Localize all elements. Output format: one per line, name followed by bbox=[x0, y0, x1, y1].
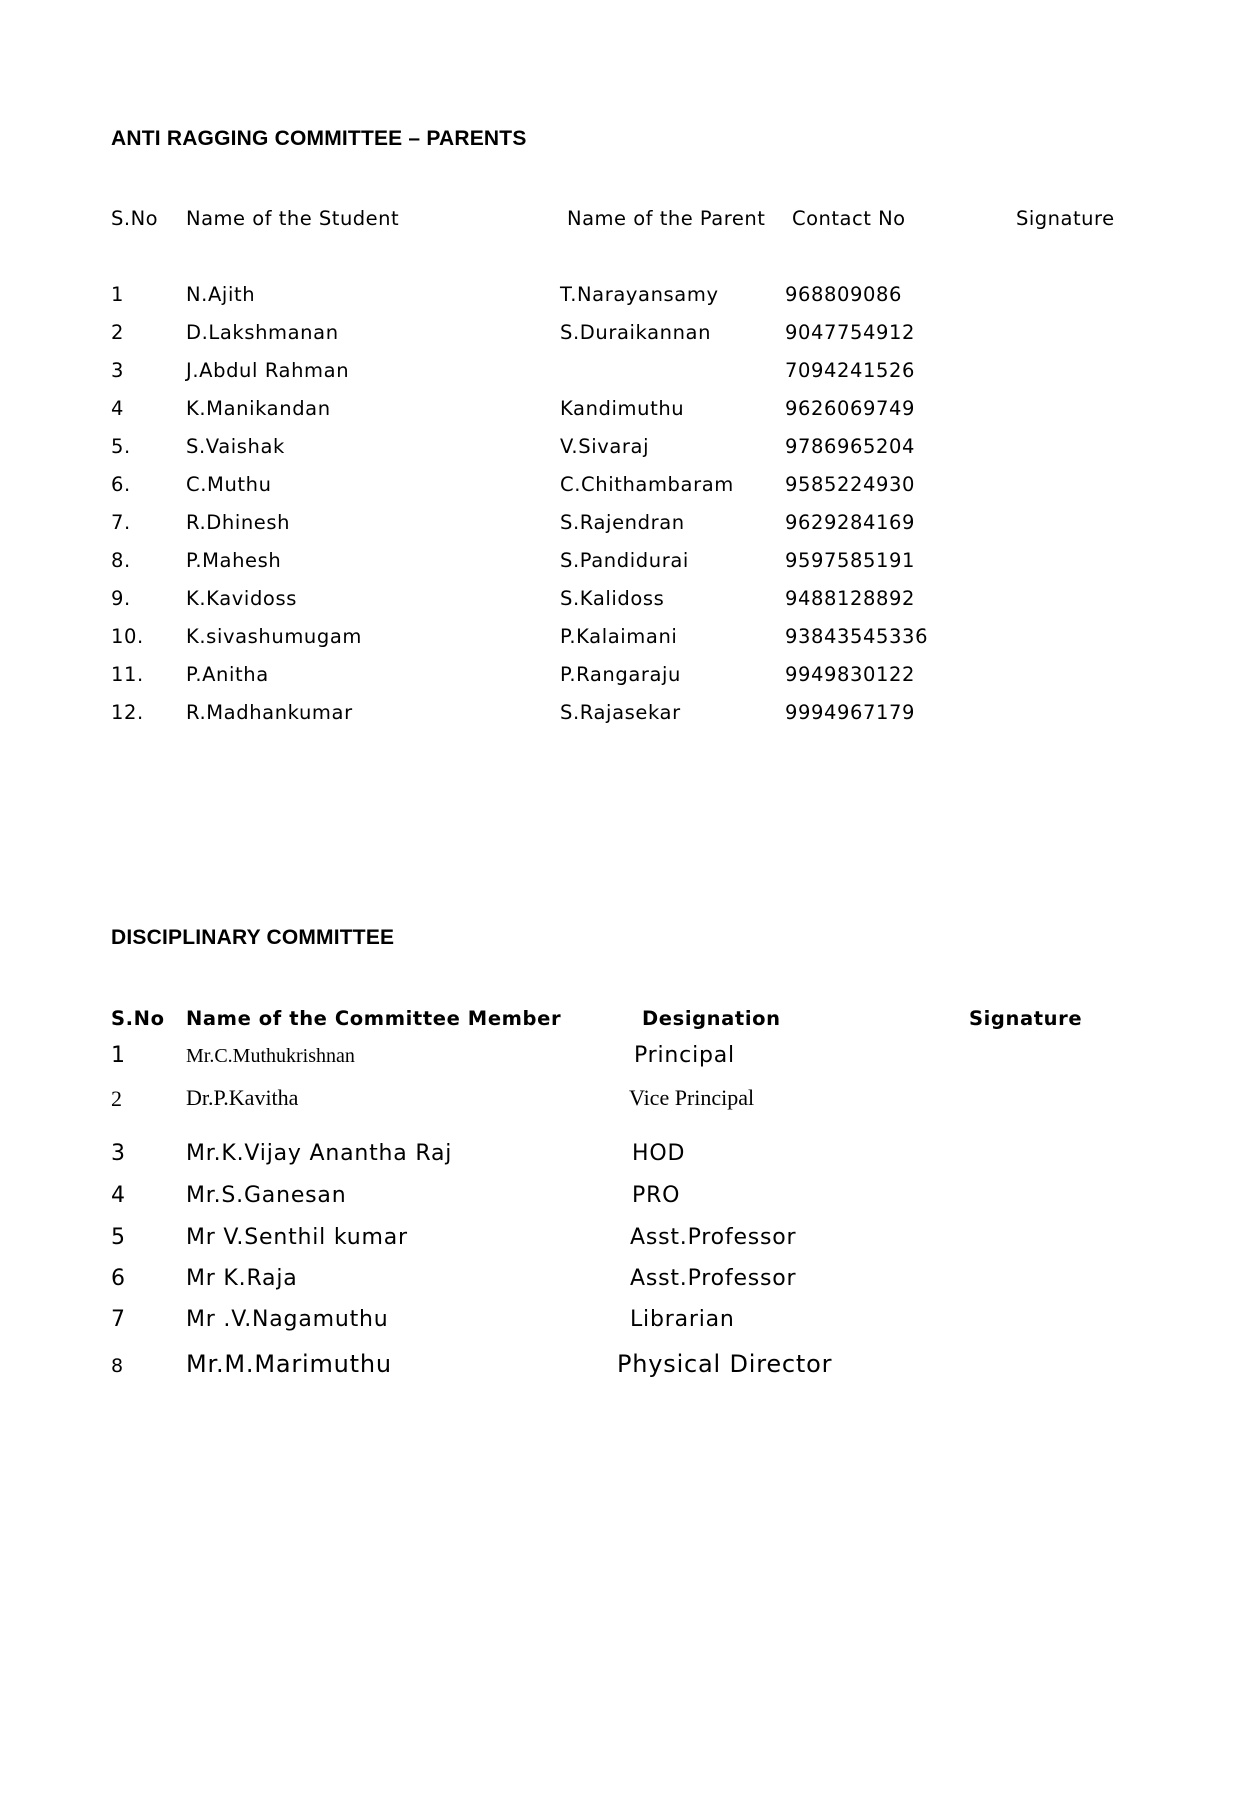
row-designation: Vice Principal bbox=[629, 1085, 755, 1110]
row-student: P.Mahesh bbox=[186, 549, 282, 572]
row-student: N.Ajith bbox=[186, 283, 256, 306]
header-parent-name: Name of the Parent bbox=[567, 207, 766, 230]
row-parent: V.Sivaraj bbox=[560, 435, 650, 458]
row-parent: S.Pandidurai bbox=[560, 549, 689, 572]
row-sno: 3 bbox=[111, 359, 125, 382]
row-contact: 9786965204 bbox=[785, 435, 916, 458]
header-sno: S.No bbox=[111, 1007, 165, 1030]
row-designation: Physical Director bbox=[617, 1350, 833, 1378]
row-contact: 9047754912 bbox=[785, 321, 916, 344]
header-member-name: Name of the Committee Member bbox=[186, 1007, 562, 1030]
row-student: S.Vaishak bbox=[186, 435, 285, 458]
row-sno: 8. bbox=[111, 549, 131, 572]
row-sno: 10. bbox=[111, 625, 144, 648]
row-contact: 968809086 bbox=[785, 283, 903, 306]
row-member: Mr.M.Marimuthu bbox=[186, 1350, 392, 1378]
row-designation: Asst.Professor bbox=[630, 1266, 797, 1291]
row-student: K.sivashumugam bbox=[186, 625, 363, 648]
row-sno: 3 bbox=[111, 1141, 126, 1166]
header-contact-no: Contact No bbox=[792, 207, 906, 230]
row-sno: 8 bbox=[111, 1355, 124, 1377]
row-designation: Asst.Professor bbox=[630, 1225, 797, 1250]
row-sno: 9. bbox=[111, 587, 131, 610]
row-sno: 7 bbox=[111, 1307, 126, 1332]
row-member: Dr.P.Kavitha bbox=[186, 1085, 299, 1110]
header-designation: Designation bbox=[642, 1007, 781, 1030]
row-designation: Librarian bbox=[630, 1307, 735, 1332]
row-contact: 7094241526 bbox=[785, 359, 916, 382]
row-sno: 6. bbox=[111, 473, 131, 496]
header-signature: Signature bbox=[1016, 207, 1115, 230]
row-designation: PRO bbox=[632, 1183, 681, 1208]
row-sno: 4 bbox=[111, 1183, 126, 1208]
row-member: Mr K.Raja bbox=[186, 1266, 298, 1291]
row-contact: 9488128892 bbox=[785, 587, 916, 610]
row-parent: S.Duraikannan bbox=[560, 321, 712, 344]
disciplinary-title: DISCIPLINARY COMMITTEE bbox=[111, 926, 395, 949]
row-member: Mr .V.Nagamuthu bbox=[186, 1307, 389, 1332]
row-student: K.Manikandan bbox=[186, 397, 331, 420]
row-sno: 5. bbox=[111, 435, 131, 458]
header-signature: Signature bbox=[969, 1007, 1083, 1030]
row-sno: 1 bbox=[111, 283, 125, 306]
row-parent: S.Kalidoss bbox=[560, 587, 665, 610]
row-designation: HOD bbox=[632, 1141, 686, 1166]
row-sno: 7. bbox=[111, 511, 131, 534]
row-contact: 9949830122 bbox=[785, 663, 916, 686]
row-contact: 9597585191 bbox=[785, 549, 916, 572]
row-member: Mr.K.Vijay Anantha Raj bbox=[186, 1141, 453, 1166]
row-sno: 1 bbox=[111, 1043, 126, 1068]
row-student: C.Muthu bbox=[186, 473, 272, 496]
row-parent: S.Rajendran bbox=[560, 511, 685, 534]
anti-ragging-title: ANTI RAGGING COMMITTEE – PARENTS bbox=[111, 127, 527, 150]
row-sno: 12. bbox=[111, 701, 144, 724]
row-sno: 6 bbox=[111, 1266, 126, 1291]
header-student-name: Name of the Student bbox=[186, 207, 400, 230]
row-student: R.Madhankumar bbox=[186, 701, 353, 724]
row-member: Mr V.Senthil kumar bbox=[186, 1225, 408, 1250]
row-member: Mr.S.Ganesan bbox=[186, 1183, 347, 1208]
row-student: R.Dhinesh bbox=[186, 511, 291, 534]
row-parent: Kandimuthu bbox=[560, 397, 685, 420]
row-parent: P.Kalaimani bbox=[560, 625, 678, 648]
row-member: Mr.C.Muthukrishnan bbox=[186, 1045, 355, 1067]
row-contact: 9626069749 bbox=[785, 397, 916, 420]
row-sno: 11. bbox=[111, 663, 144, 686]
row-contact: 9629284169 bbox=[785, 511, 916, 534]
row-sno: 2 bbox=[111, 1086, 122, 1111]
row-parent: S.Rajasekar bbox=[560, 701, 681, 724]
row-sno: 5 bbox=[111, 1225, 126, 1250]
row-contact: 9994967179 bbox=[785, 701, 916, 724]
header-sno: S.No bbox=[111, 207, 159, 230]
row-designation: Principal bbox=[634, 1043, 735, 1068]
row-student: P.Anitha bbox=[186, 663, 269, 686]
row-parent: C.Chithambaram bbox=[560, 473, 734, 496]
row-contact: 93843545336 bbox=[785, 625, 929, 648]
row-student: K.Kavidoss bbox=[186, 587, 297, 610]
row-sno: 2 bbox=[111, 321, 125, 344]
row-parent: T.Narayansamy bbox=[560, 283, 719, 306]
row-sno: 4 bbox=[111, 397, 125, 420]
row-contact: 9585224930 bbox=[785, 473, 916, 496]
row-parent: P.Rangaraju bbox=[560, 663, 682, 686]
row-student: J.Abdul Rahman bbox=[186, 359, 350, 382]
row-student: D.Lakshmanan bbox=[186, 321, 339, 344]
